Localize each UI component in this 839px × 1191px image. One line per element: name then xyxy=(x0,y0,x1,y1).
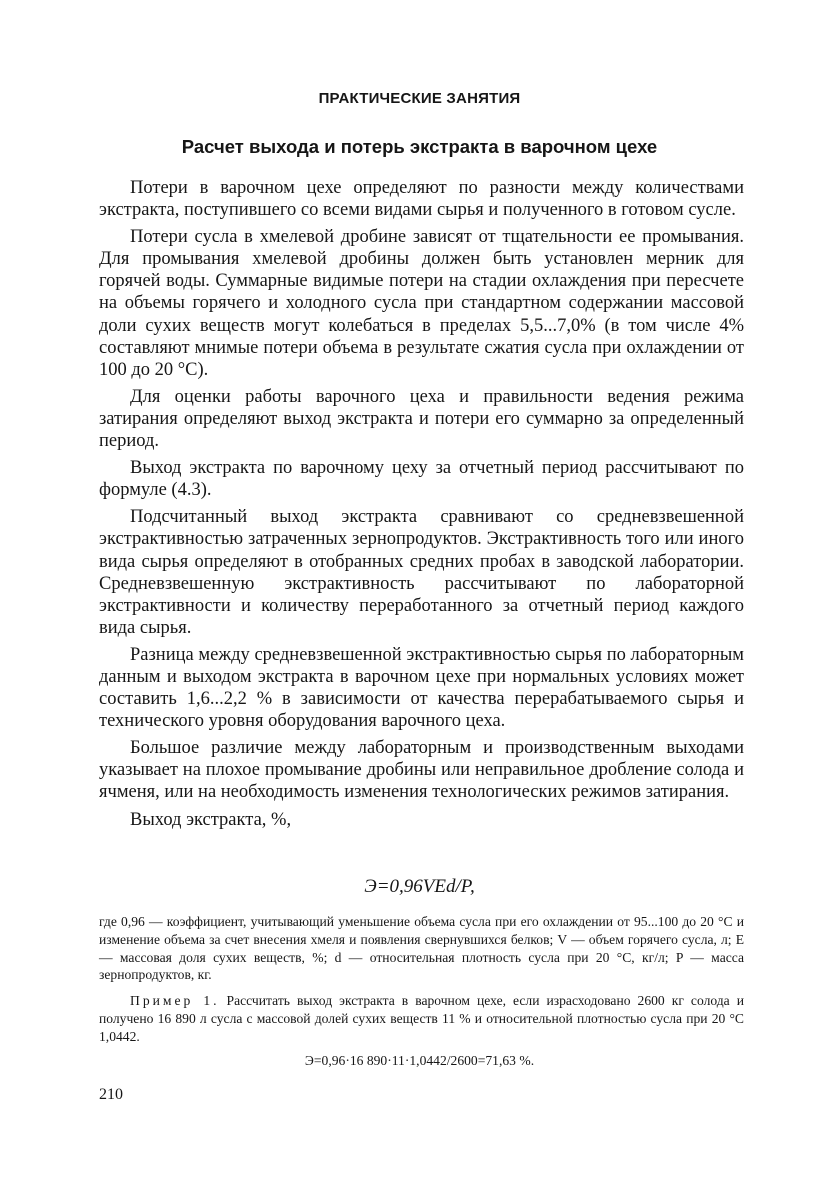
topic-title: Расчет выхода и потерь экстракта в варочном цехе xyxy=(181,136,658,157)
example-block xyxy=(99,992,744,1045)
paragraph: Потери в варочном цехе определяют по разности между количествами экстракта, поступившего со всеми видами сырья и полученного в готовом сусле. xyxy=(99,178,744,221)
paragraph: Для оценки работы варочного цеха и правильности ведения режима затирания определяют выход экстракта и потери его суммарно за определенный период. xyxy=(99,386,744,452)
section-title: ПРАКТИЧЕСКИЕ ЗАНЯТИЯ xyxy=(318,90,521,107)
page-number: 210 xyxy=(99,1086,123,1103)
body-text xyxy=(99,177,744,836)
formula-legend: где 0,96 — коэффициент, учитывающий уменьшение объема сусла при его охлаждении от 95...100 до 20 °С и изменение объема за счет внесения хмеля и появления свернувшихся белков; V — объем горячего сусла, л; E — массовая доля сухих веществ, %; d — относительная плотность сусла при 20 °С, кг/л; P — масса зернопродуктов, кг. xyxy=(99,914,744,983)
paragraph: Выход экстракта, %, xyxy=(130,809,292,830)
extract-yield-formula: Э=0,96VEd/P, xyxy=(364,876,475,897)
paragraph: Большое различие между лабораторным и производственным выходами указывает на плохое промывание дробины или неправильное дробление солода и ячменя, или на необходимость изменения технологических режимов затирания. xyxy=(99,738,744,803)
paragraph: Разница между средневзвешенной экстрактивностью сырья по лабораторным данным и выходом экстракта в варочном цехе при нормальных условиях может составить 1,6...2,2 % в зависимости от качества перерабатываемого сырья и технического уровня оборудования варочного цеха. xyxy=(99,644,744,732)
paragraph: Выход экстракта по варочному цеху за отчетный период рассчитывают по формуле (4.3). xyxy=(99,458,744,501)
example-label: Пример 1. xyxy=(130,993,220,1008)
example-text: Рассчитать выход экстракта в варочном цехе, если израсходовано 2600 кг солода и получено 16 890 л сусла с массовой долей сухих веществ 11 % и относительной плотностью сусла при 20 °С 1,0442. xyxy=(99,993,744,1044)
paragraph: Подсчитанный выход экстракта сравнивают со средневзвешенной экстрактивностью затраченных зернопродуктов. Экстрактивность того или иного вида сырья определяют в отобранных средних пробах в заводской лаборатории. Средневзвешенную экстрактивность рассчитывают по лабораторной экстрактивности и количеству переработанного за отчетный период каждого вида сырья. xyxy=(99,507,744,638)
example-calculation: Э=0,96·16 890·11·1,0442/2600=71,63 %. xyxy=(304,1053,535,1068)
paragraph: Потери сусла в хмелевой дробине зависят от тщательности ее промывания. Для промывания хмелевой дробины должен быть установлен мерник для горячей воды. Суммарные видимые потери на стадии охлаждения при пересчете на объемы горячего и холодного сусла при стандартном содержании массовой доли сухих веществ могут колебаться в пределах 5,5...7,0% (в том числе 4% составляют мнимые потери объема в результате сжатия сусла при охлаждении от 100 до 20 °С). xyxy=(99,227,744,380)
